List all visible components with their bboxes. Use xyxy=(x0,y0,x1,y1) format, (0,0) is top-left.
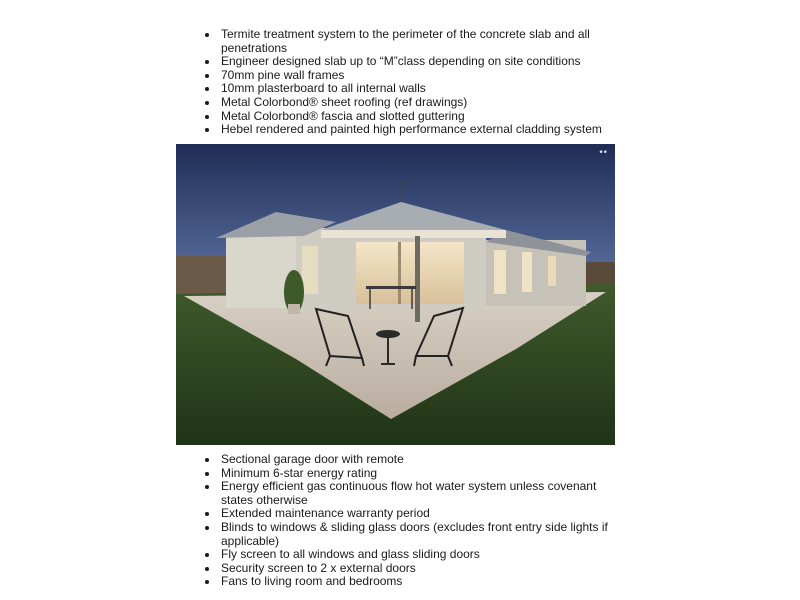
list-item: Fly screen to all windows and glass sliding doors xyxy=(202,548,622,562)
list-item: Blinds to windows & sliding glass doors (excludes front entry side lights if applicable) xyxy=(202,521,622,548)
list-item: Termite treatment system to the perimeter of the concrete slab and all penetrations xyxy=(202,28,622,55)
list-item: 10mm plasterboard to all internal walls xyxy=(202,82,622,96)
photo-illustration xyxy=(176,144,615,445)
list-item: Extended maintenance warranty period xyxy=(202,507,622,521)
list-item: Metal Colorbond® fascia and slotted guttering xyxy=(202,110,622,124)
list-item: Engineer designed slab up to “M”class depending on site conditions xyxy=(202,55,622,69)
list-item: Minimum 6-star energy rating xyxy=(202,467,622,481)
list-item: Metal Colorbond® sheet roofing (ref drawings) xyxy=(202,96,622,110)
list-item: Sectional garage door with remote xyxy=(202,453,622,467)
list-item: Fans to living room and bedrooms xyxy=(202,575,622,589)
bottom-feature-list xyxy=(202,453,622,589)
list-item: Energy efficient gas continuous flow hot water system unless covenant states otherwise xyxy=(202,480,622,507)
photo-badge: •• xyxy=(598,148,607,158)
home-exterior-photo xyxy=(176,144,615,445)
list-item: 70mm pine wall frames xyxy=(202,69,622,83)
list-item: Hebel rendered and painted high performance external cladding system xyxy=(202,123,622,137)
top-feature-list xyxy=(202,28,622,137)
list-item: Security screen to 2 x external doors xyxy=(202,562,622,576)
